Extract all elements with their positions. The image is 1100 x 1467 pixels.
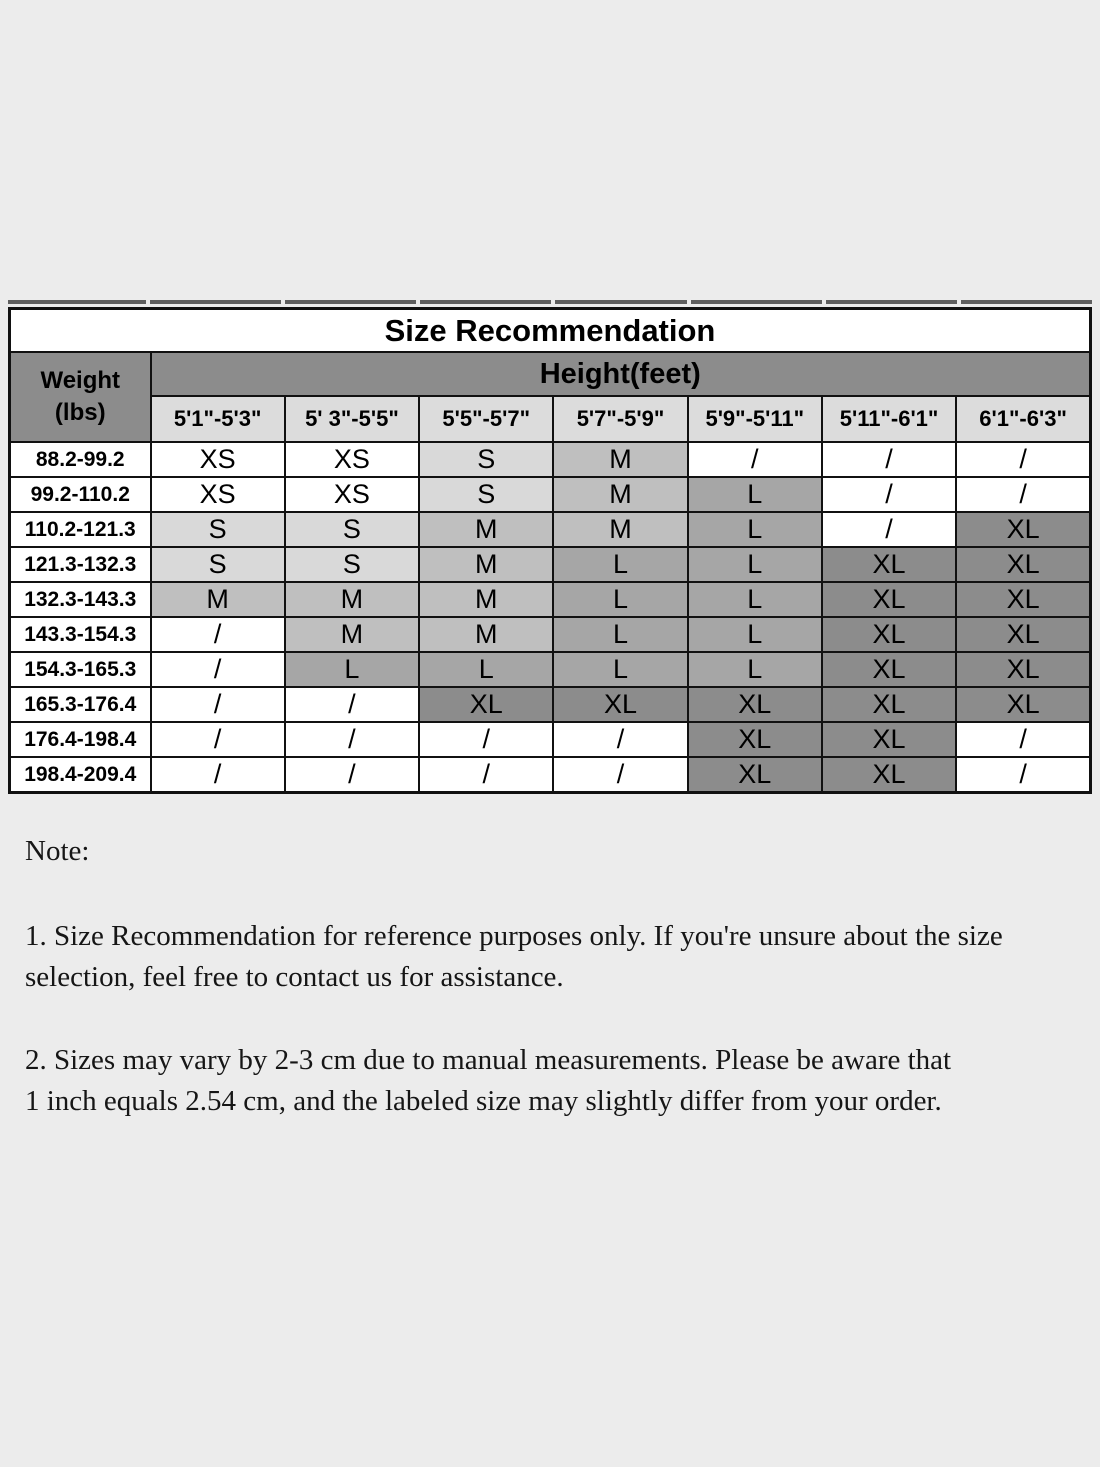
size-cell: /	[956, 722, 1090, 757]
height-column-header: 5'9"-5'11"	[688, 396, 822, 442]
weight-cell: 154.3-165.3	[10, 652, 151, 687]
size-cell: M	[419, 582, 553, 617]
cropped-row-segment	[420, 300, 551, 304]
size-cell: S	[419, 442, 553, 477]
size-cell: XL	[822, 757, 956, 793]
size-cell: /	[151, 722, 285, 757]
size-cell: M	[285, 582, 419, 617]
note-item-1-line-1: 1. Size Recommendation for reference purposes only. If you're unsure about the size	[25, 920, 1003, 952]
size-cell: L	[688, 477, 822, 512]
cropped-row-segment	[691, 300, 822, 304]
size-cell: L	[419, 652, 553, 687]
cropped-row-segment	[826, 300, 957, 304]
size-cell: L	[553, 617, 687, 652]
size-cell: M	[151, 582, 285, 617]
size-cell: L	[688, 582, 822, 617]
cropped-row-segment	[8, 300, 146, 304]
size-cell: S	[285, 512, 419, 547]
weight-cell: 132.3-143.3	[10, 582, 151, 617]
weight-header-line1: Weight	[40, 367, 121, 394]
height-column-header: 5' 3"-5'5"	[285, 396, 419, 442]
size-cell: XL	[822, 617, 956, 652]
size-cell: L	[553, 652, 687, 687]
weight-cell: 88.2-99.2	[10, 442, 151, 477]
size-cell: M	[553, 477, 687, 512]
cropped-row-segment	[285, 300, 416, 304]
size-cell: XS	[151, 477, 285, 512]
size-cell: /	[553, 722, 687, 757]
note-item-2	[25, 1040, 1085, 1122]
header-row-columns	[10, 396, 1091, 442]
table-row	[10, 722, 1091, 757]
size-cell: XL	[419, 687, 553, 722]
size-cell: M	[553, 512, 687, 547]
weight-header-line2: (lbs)	[54, 399, 106, 426]
size-cell: XL	[956, 582, 1090, 617]
size-cell: /	[822, 442, 956, 477]
size-cell: L	[553, 582, 687, 617]
size-cell: XS	[151, 442, 285, 477]
weight-header	[10, 352, 151, 442]
size-cell: /	[956, 757, 1090, 793]
size-cell: /	[151, 687, 285, 722]
weight-cell: 176.4-198.4	[10, 722, 151, 757]
table-row	[10, 442, 1091, 477]
weight-cell: 121.3-132.3	[10, 547, 151, 582]
size-cell: S	[419, 477, 553, 512]
size-cell: /	[151, 652, 285, 687]
size-cell: XL	[822, 652, 956, 687]
table-row	[10, 512, 1091, 547]
size-cell: XL	[688, 757, 822, 793]
size-cell: /	[151, 617, 285, 652]
size-cell: M	[419, 512, 553, 547]
size-cell: XL	[822, 687, 956, 722]
size-recommendation-table	[8, 307, 1092, 794]
weight-cell: 99.2-110.2	[10, 477, 151, 512]
size-cell: XL	[956, 547, 1090, 582]
size-cell: XL	[822, 547, 956, 582]
table-row	[10, 617, 1091, 652]
table-row	[10, 687, 1091, 722]
title-row	[10, 309, 1091, 353]
size-cell: /	[956, 477, 1090, 512]
note-item-2-line-1: 2. Sizes may vary by 2-3 cm due to manual measurements. Please be aware that	[25, 1044, 952, 1076]
weight-cell: 143.3-154.3	[10, 617, 151, 652]
size-cell: M	[419, 617, 553, 652]
height-column-header: 5'11"-6'1"	[822, 396, 956, 442]
size-cell: L	[688, 652, 822, 687]
height-column-header: 5'5"-5'7"	[419, 396, 553, 442]
header-row-top	[10, 352, 1091, 396]
note-item-2-line-2: 1 inch equals 2.54 cm, and the labeled size may slightly differ from your order.	[25, 1085, 942, 1117]
size-cell: XL	[956, 512, 1090, 547]
cropped-row-segment	[150, 300, 281, 304]
size-cell: /	[688, 442, 822, 477]
size-cell: XL	[688, 722, 822, 757]
size-cell: /	[151, 757, 285, 793]
note-label: Note:	[25, 835, 90, 867]
size-cell: /	[822, 477, 956, 512]
table-row	[10, 582, 1091, 617]
height-column-header: 6'1"-6'3"	[956, 396, 1090, 442]
height-header: Height(feet)	[151, 352, 1091, 396]
note-item-1-line-2: selection, feel free to contact us for assistance.	[25, 961, 564, 993]
size-cell: L	[285, 652, 419, 687]
size-cell: M	[285, 617, 419, 652]
cropped-row-segment	[555, 300, 686, 304]
weight-cell: 110.2-121.3	[10, 512, 151, 547]
size-cell: M	[419, 547, 553, 582]
size-cell: /	[956, 442, 1090, 477]
size-cell: XL	[688, 687, 822, 722]
size-cell: XL	[822, 582, 956, 617]
size-cell: M	[553, 442, 687, 477]
size-cell: S	[151, 512, 285, 547]
size-cell: XS	[285, 442, 419, 477]
cropped-row-segment	[961, 300, 1092, 304]
size-cell: S	[151, 547, 285, 582]
size-cell: XL	[956, 652, 1090, 687]
table-row	[10, 757, 1091, 793]
size-cell: S	[285, 547, 419, 582]
table-row	[10, 477, 1091, 512]
note-item-1	[25, 916, 1085, 998]
weight-cell: 198.4-209.4	[10, 757, 151, 793]
size-cell: /	[419, 722, 553, 757]
size-cell: /	[285, 687, 419, 722]
size-cell: /	[285, 757, 419, 793]
size-cell: L	[688, 512, 822, 547]
height-column-header: 5'7"-5'9"	[553, 396, 687, 442]
size-cell: L	[688, 547, 822, 582]
size-cell: L	[553, 547, 687, 582]
cropped-row-artifact	[8, 300, 1092, 304]
table-row	[10, 652, 1091, 687]
size-cell: XL	[956, 617, 1090, 652]
size-cell: /	[553, 757, 687, 793]
size-cell: L	[688, 617, 822, 652]
size-cell: /	[419, 757, 553, 793]
table-title: Size Recommendation	[10, 309, 1091, 353]
size-cell: XL	[822, 722, 956, 757]
size-cell: XL	[956, 687, 1090, 722]
size-cell: XL	[553, 687, 687, 722]
size-cell: XS	[285, 477, 419, 512]
weight-cell: 165.3-176.4	[10, 687, 151, 722]
height-column-header: 5'1"-5'3"	[151, 396, 285, 442]
table-row	[10, 547, 1091, 582]
size-cell: /	[822, 512, 956, 547]
size-cell: /	[285, 722, 419, 757]
